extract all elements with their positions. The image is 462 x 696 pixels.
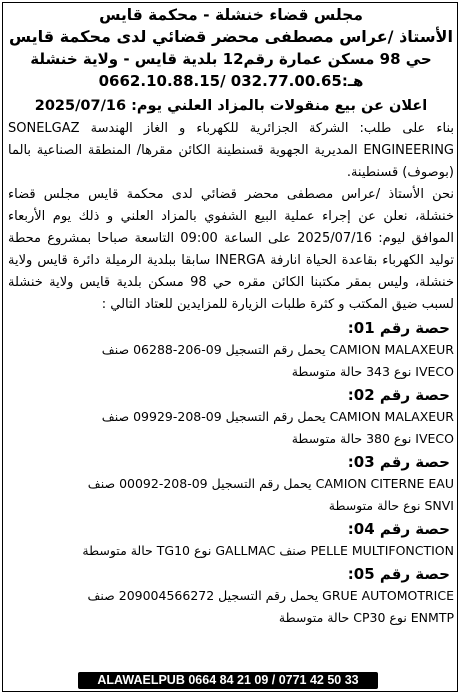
lot-list bbox=[8, 317, 454, 629]
phone-numbers: هـ:032.77.00.65 /0662.10.88.15 bbox=[98, 72, 364, 90]
lot-description: CAMION MALAXEUR يحمل رقم التسجيل 09-206-06288 صنف bbox=[101, 342, 454, 357]
office-address: حي 98 مسكن عمارة رقم12 بلدية قايس - ولاية خنشلة bbox=[30, 50, 432, 68]
court-title: مجلس قضاء خنشلة - محكمة قايس bbox=[99, 6, 363, 24]
lot-description-cont: ENMTP نوع CP30 حالة متوسطة bbox=[278, 610, 454, 625]
lot-item bbox=[8, 518, 454, 562]
bailiff-name: الأستاذ /عراس مصطفى محضر قضائي لدى محكمة قايس bbox=[9, 27, 453, 46]
publisher-banner: ALAWAELPUB 0664 84 21 09 / 0771 42 50 33 bbox=[78, 672, 378, 689]
lot-title: حصة رقم 03: bbox=[347, 453, 450, 471]
sale-details-paragraph: نحن الأستاذ /عراس مصطفى محضر قضائي لدى محكمة قايس مجلس قضاء خنشلة، نعلن عن إجراء عملية البيع الشفوي بالمزاد العلني و ذلك يوم الأربعاء الموافق ليوم: 2025/07/16 على الساعة 09:00 التاسعة صباحا بمشروع محطة توليد الكهرباء بقاعدة الحياة انارفة INERGA سابقا ببلدية الرميلة دائرة قايس ولاية خنشلة، وليس بمقر مكتبنا الكائن مقره حي 98 مسكن بلدية قايس ولاية خنشلة لسبب ضيق المكتب و كثرة طلبات الزيارة للمزايدين للعتاد التالي : bbox=[8, 187, 455, 312]
lot-item bbox=[8, 317, 454, 383]
lot-item bbox=[8, 384, 454, 450]
legal-notice bbox=[8, 4, 454, 629]
lot-description-cont: SNVI نوع حالة متوسطة bbox=[328, 498, 454, 513]
lot-title: حصة رقم 04: bbox=[347, 520, 450, 538]
lot-description: PELLE MULTIFONCTION صنف GALLMAC نوع TG10 حالة متوسطة bbox=[82, 543, 454, 558]
lot-item bbox=[8, 451, 454, 517]
lot-description: CAMION CITERNE EAU يحمل رقم التسجيل 09-208-00092 صنف bbox=[87, 476, 454, 491]
lot-item bbox=[8, 563, 454, 629]
announcement-title: اعلان عن بيع منقولات بالمزاد العلني يوم: 2025/07/16 bbox=[34, 98, 428, 114]
lot-title: حصة رقم 01: bbox=[347, 319, 450, 337]
lot-title: حصة رقم 02: bbox=[347, 386, 450, 404]
lot-description: CAMION MALAXEUR يحمل رقم التسجيل 09-208-09929 صنف bbox=[101, 409, 454, 424]
lot-title: حصة رقم 05: bbox=[347, 565, 450, 583]
lot-description-cont: IVECO نوع 380 حالة متوسطة bbox=[291, 431, 454, 446]
requester-paragraph: بناء على طلب: الشركة الجزائرية للكهرباء و الغاز الهندسة SONELGAZ ENGINEERING المديرية الجهوية قسنطينة الكائن مقرها/ المنطقة الصناعية بالما (بوصوف) قسنطينة. bbox=[8, 121, 454, 180]
lot-description: GRUE AUTOMOTRICE يحمل رقم التسجيل 209004566272 صنف bbox=[87, 588, 454, 603]
lot-description-cont: IVECO نوع 343 حالة متوسطة bbox=[291, 364, 454, 379]
